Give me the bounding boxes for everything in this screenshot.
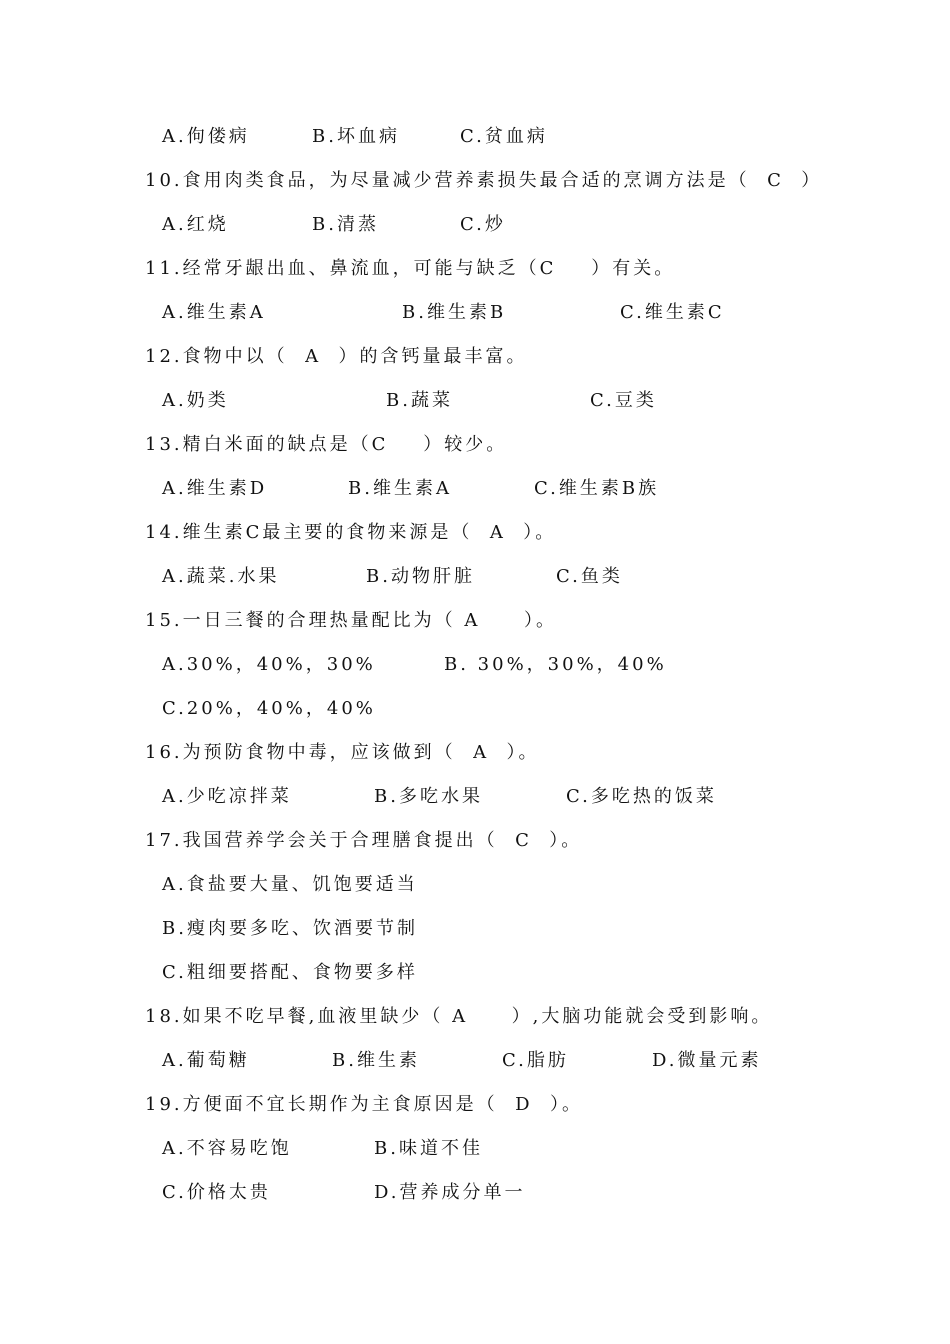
option-row	[0, 1178, 950, 1208]
question-text: 13.精白米面的缺点是（C ）较少。	[145, 434, 508, 455]
option-row	[0, 122, 950, 152]
option-row	[0, 210, 950, 240]
option-row	[0, 650, 950, 680]
answer-option: C.鱼类	[556, 566, 623, 587]
answer-option: B.动物肝脏	[366, 566, 475, 587]
answer-option: B.维生素B	[402, 302, 507, 323]
option-row	[0, 474, 950, 504]
answer-option: B.瘦肉要多吃、饮酒要节制	[162, 918, 418, 939]
answer-option: A.红烧	[162, 214, 229, 235]
answer-option: A.维生素D	[162, 478, 268, 499]
option-row	[0, 1134, 950, 1164]
answer-option: C.价格太贵	[162, 1182, 271, 1203]
answer-option: B.多吃水果	[374, 786, 483, 807]
question-text: 15.一日三餐的合理热量配比为（ A ）。	[145, 610, 557, 631]
answer-option: C.维生素C	[620, 302, 725, 323]
answer-option: A.葡萄糖	[162, 1050, 250, 1071]
answer-option: C.粗细要搭配、食物要多样	[162, 962, 418, 983]
answer-option: B.清蒸	[312, 214, 379, 235]
answer-option: A.佝偻病	[162, 126, 250, 147]
question-text: 11.经常牙龈出血、鼻流血，可能与缺乏（C ）有关。	[145, 258, 676, 279]
option-row	[0, 914, 950, 944]
answer-option: A.不容易吃饱	[162, 1138, 292, 1159]
answer-option: C.脂肪	[502, 1050, 569, 1071]
option-row	[0, 1046, 950, 1076]
answer-option: C.20%，40%，40%	[162, 698, 376, 719]
question-text: 10.食用肉类食品，为尽量减少营养素损失最合适的烹调方法是（ C ）	[145, 170, 823, 191]
answer-option: A.食盐要大量、饥饱要适当	[162, 874, 418, 895]
option-row	[0, 298, 950, 328]
option-row	[0, 958, 950, 988]
question-text: 18.如果不吃早餐,血液里缺少（ A ）,大脑功能就会受到影响。	[145, 1006, 773, 1027]
answer-option: B. 30%，30%，40%	[444, 654, 667, 675]
answer-option: B.蔬菜	[386, 390, 453, 411]
option-row	[0, 870, 950, 900]
answer-option: B.维生素A	[348, 478, 452, 499]
answer-option: D.营养成分单一	[374, 1182, 526, 1203]
question-text: 19.方便面不宜长期作为主食原因是（ D ）。	[145, 1094, 583, 1115]
question-text: 16.为预防食物中毒，应该做到（ A ）。	[145, 742, 540, 763]
answer-option: C.多吃热的饭菜	[566, 786, 717, 807]
answer-option: A.少吃凉拌菜	[162, 786, 292, 807]
option-row	[0, 694, 950, 724]
answer-option: B.味道不佳	[374, 1138, 483, 1159]
answer-option: A.蔬菜.水果	[162, 566, 280, 587]
question-text: 17.我国营养学会关于合理膳食提出（ C ）。	[145, 830, 583, 851]
answer-option: C.炒	[460, 214, 506, 235]
answer-option: C.贫血病	[460, 126, 548, 147]
answer-option: A.奶类	[162, 390, 229, 411]
answer-option: C.维生素B族	[534, 478, 660, 499]
answer-option: A.30%，40%，30%	[162, 654, 376, 675]
option-row	[0, 386, 950, 416]
answer-option: C.豆类	[590, 390, 657, 411]
option-row	[0, 782, 950, 812]
question-text: 14.维生素C最主要的食物来源是（ A ）。	[145, 522, 557, 543]
question-text: 12.食物中以（ A ）的含钙量最丰富。	[145, 346, 528, 367]
answer-option: B.坏血病	[312, 126, 400, 147]
option-row	[0, 562, 950, 592]
answer-option: B.维生素	[332, 1050, 420, 1071]
answer-option: A.维生素A	[162, 302, 266, 323]
answer-option: D.微量元素	[652, 1050, 762, 1071]
